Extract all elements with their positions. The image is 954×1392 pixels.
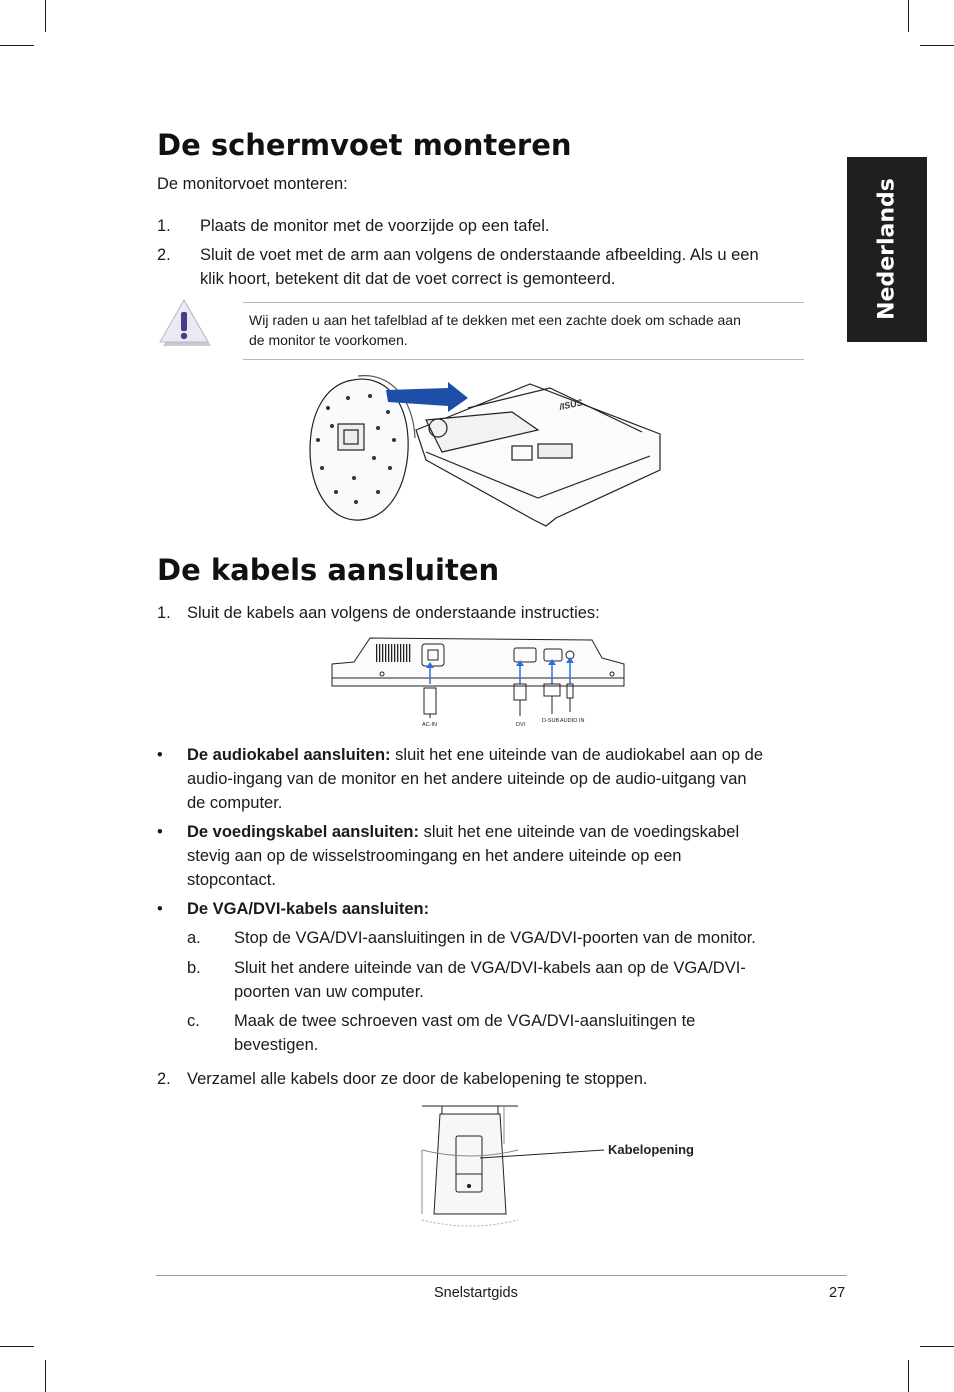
bullet-heading: De voedingskabel aansluiten:: [187, 823, 419, 841]
connector-label-acin: AC-IN: [422, 722, 437, 728]
connector-label-dsub: D-SUB: [542, 718, 560, 724]
footer-guide-title: Snelstartgids: [434, 1285, 518, 1301]
stand-assembly-illustration: [298, 368, 670, 528]
bullet-text: de computer.: [187, 794, 283, 812]
page-number: 27: [829, 1285, 846, 1301]
bullet-text: stopcontact.: [187, 871, 276, 889]
crop-mark: [0, 1346, 34, 1347]
step-text: Verzamel alle kabels door ze door de kabelopening te stoppen.: [187, 1070, 648, 1088]
cable-opening-label: Kabelopening: [608, 1142, 694, 1157]
bullet-marker: •: [157, 900, 163, 918]
bullet-text: sluit het ene uiteinde van de audiokabel aan op de: [390, 746, 764, 764]
substep-text: bevestigen.: [234, 1036, 319, 1054]
note-rule-top: [243, 302, 804, 303]
bullet-marker: •: [157, 746, 163, 764]
step-number: 1.: [157, 604, 171, 622]
stand-intro: De monitorvoet monteren:: [157, 175, 348, 193]
substep-text: Maak de twee schroeven vast om de VGA/DVI-aansluitingen te: [234, 1012, 696, 1030]
svg-text:/ISUS: /ISUS: [558, 397, 584, 412]
connector-label-audio: AUDIO IN: [560, 718, 585, 724]
step-number: 2.: [157, 1070, 171, 1088]
bullet-heading: De VGA/DVI-kabels aansluiten:: [187, 900, 430, 918]
step-text: Plaats de monitor met de voorzijde op een tafel.: [200, 217, 550, 235]
cable-opening-illustration: [420, 1104, 710, 1234]
substep-letter: c.: [187, 1012, 200, 1030]
substep-text: Sluit het andere uiteinde van de VGA/DVI-kabels aan op de VGA/DVI-: [234, 959, 746, 977]
language-tab-label: Nederlands: [874, 178, 900, 320]
step-number: 1.: [157, 217, 171, 235]
substep-text: poorten van uw computer.: [234, 983, 424, 1001]
bullet-heading: De audiokabel aansluiten:: [187, 746, 391, 764]
substep-text: Stop de VGA/DVI-aansluitingen in de VGA/DVI-poorten van de monitor.: [234, 929, 756, 947]
bullet-audio: [187, 743, 763, 767]
crop-mark: [0, 45, 34, 46]
substep-letter: a.: [187, 929, 201, 947]
note-line: Wij raden u aan het tafelblad af te dekken met een zachte doek om schade aan: [249, 312, 741, 328]
footer-rule: [156, 1275, 847, 1276]
section-title-cables: De kabels aansluiten: [157, 553, 500, 587]
step-number: 2.: [157, 246, 171, 264]
section-title-stand: De schermvoet monteren: [157, 128, 572, 162]
warning-icon: [157, 298, 213, 350]
step-text: Sluit de voet met de arm aan volgens de onderstaande afbeelding. Als u een: [200, 246, 759, 264]
crop-mark: [920, 1346, 954, 1347]
bullet-text: sluit het ene uiteinde van de voedingskabel: [418, 823, 740, 841]
note-rule-bottom: [243, 359, 804, 360]
crop-mark: [920, 45, 954, 46]
bullet-text: stevig aan op de wisselstroomingang en het andere uiteinde op een: [187, 847, 682, 865]
bullet-power: [187, 820, 739, 844]
bullet-text: audio-ingang van de monitor en het andere uiteinde op de audio-uitgang van: [187, 770, 747, 788]
bullet-marker: •: [157, 823, 163, 841]
language-tab: [847, 157, 927, 342]
connector-label-dvi: DVI: [516, 722, 526, 728]
step-text: Sluit de kabels aan volgens de onderstaande instructies:: [187, 604, 600, 622]
connector-panel-illustration: [330, 634, 626, 730]
crop-mark: [45, 1360, 46, 1392]
step-text: klik hoort, betekent dit dat de voet correct is gemonteerd.: [200, 270, 616, 288]
crop-mark: [45, 0, 46, 32]
substep-letter: b.: [187, 959, 201, 977]
crop-mark: [908, 1360, 909, 1392]
warning-note: [249, 310, 805, 350]
crop-mark: [908, 0, 909, 32]
note-line: de monitor te voorkomen.: [249, 332, 408, 348]
